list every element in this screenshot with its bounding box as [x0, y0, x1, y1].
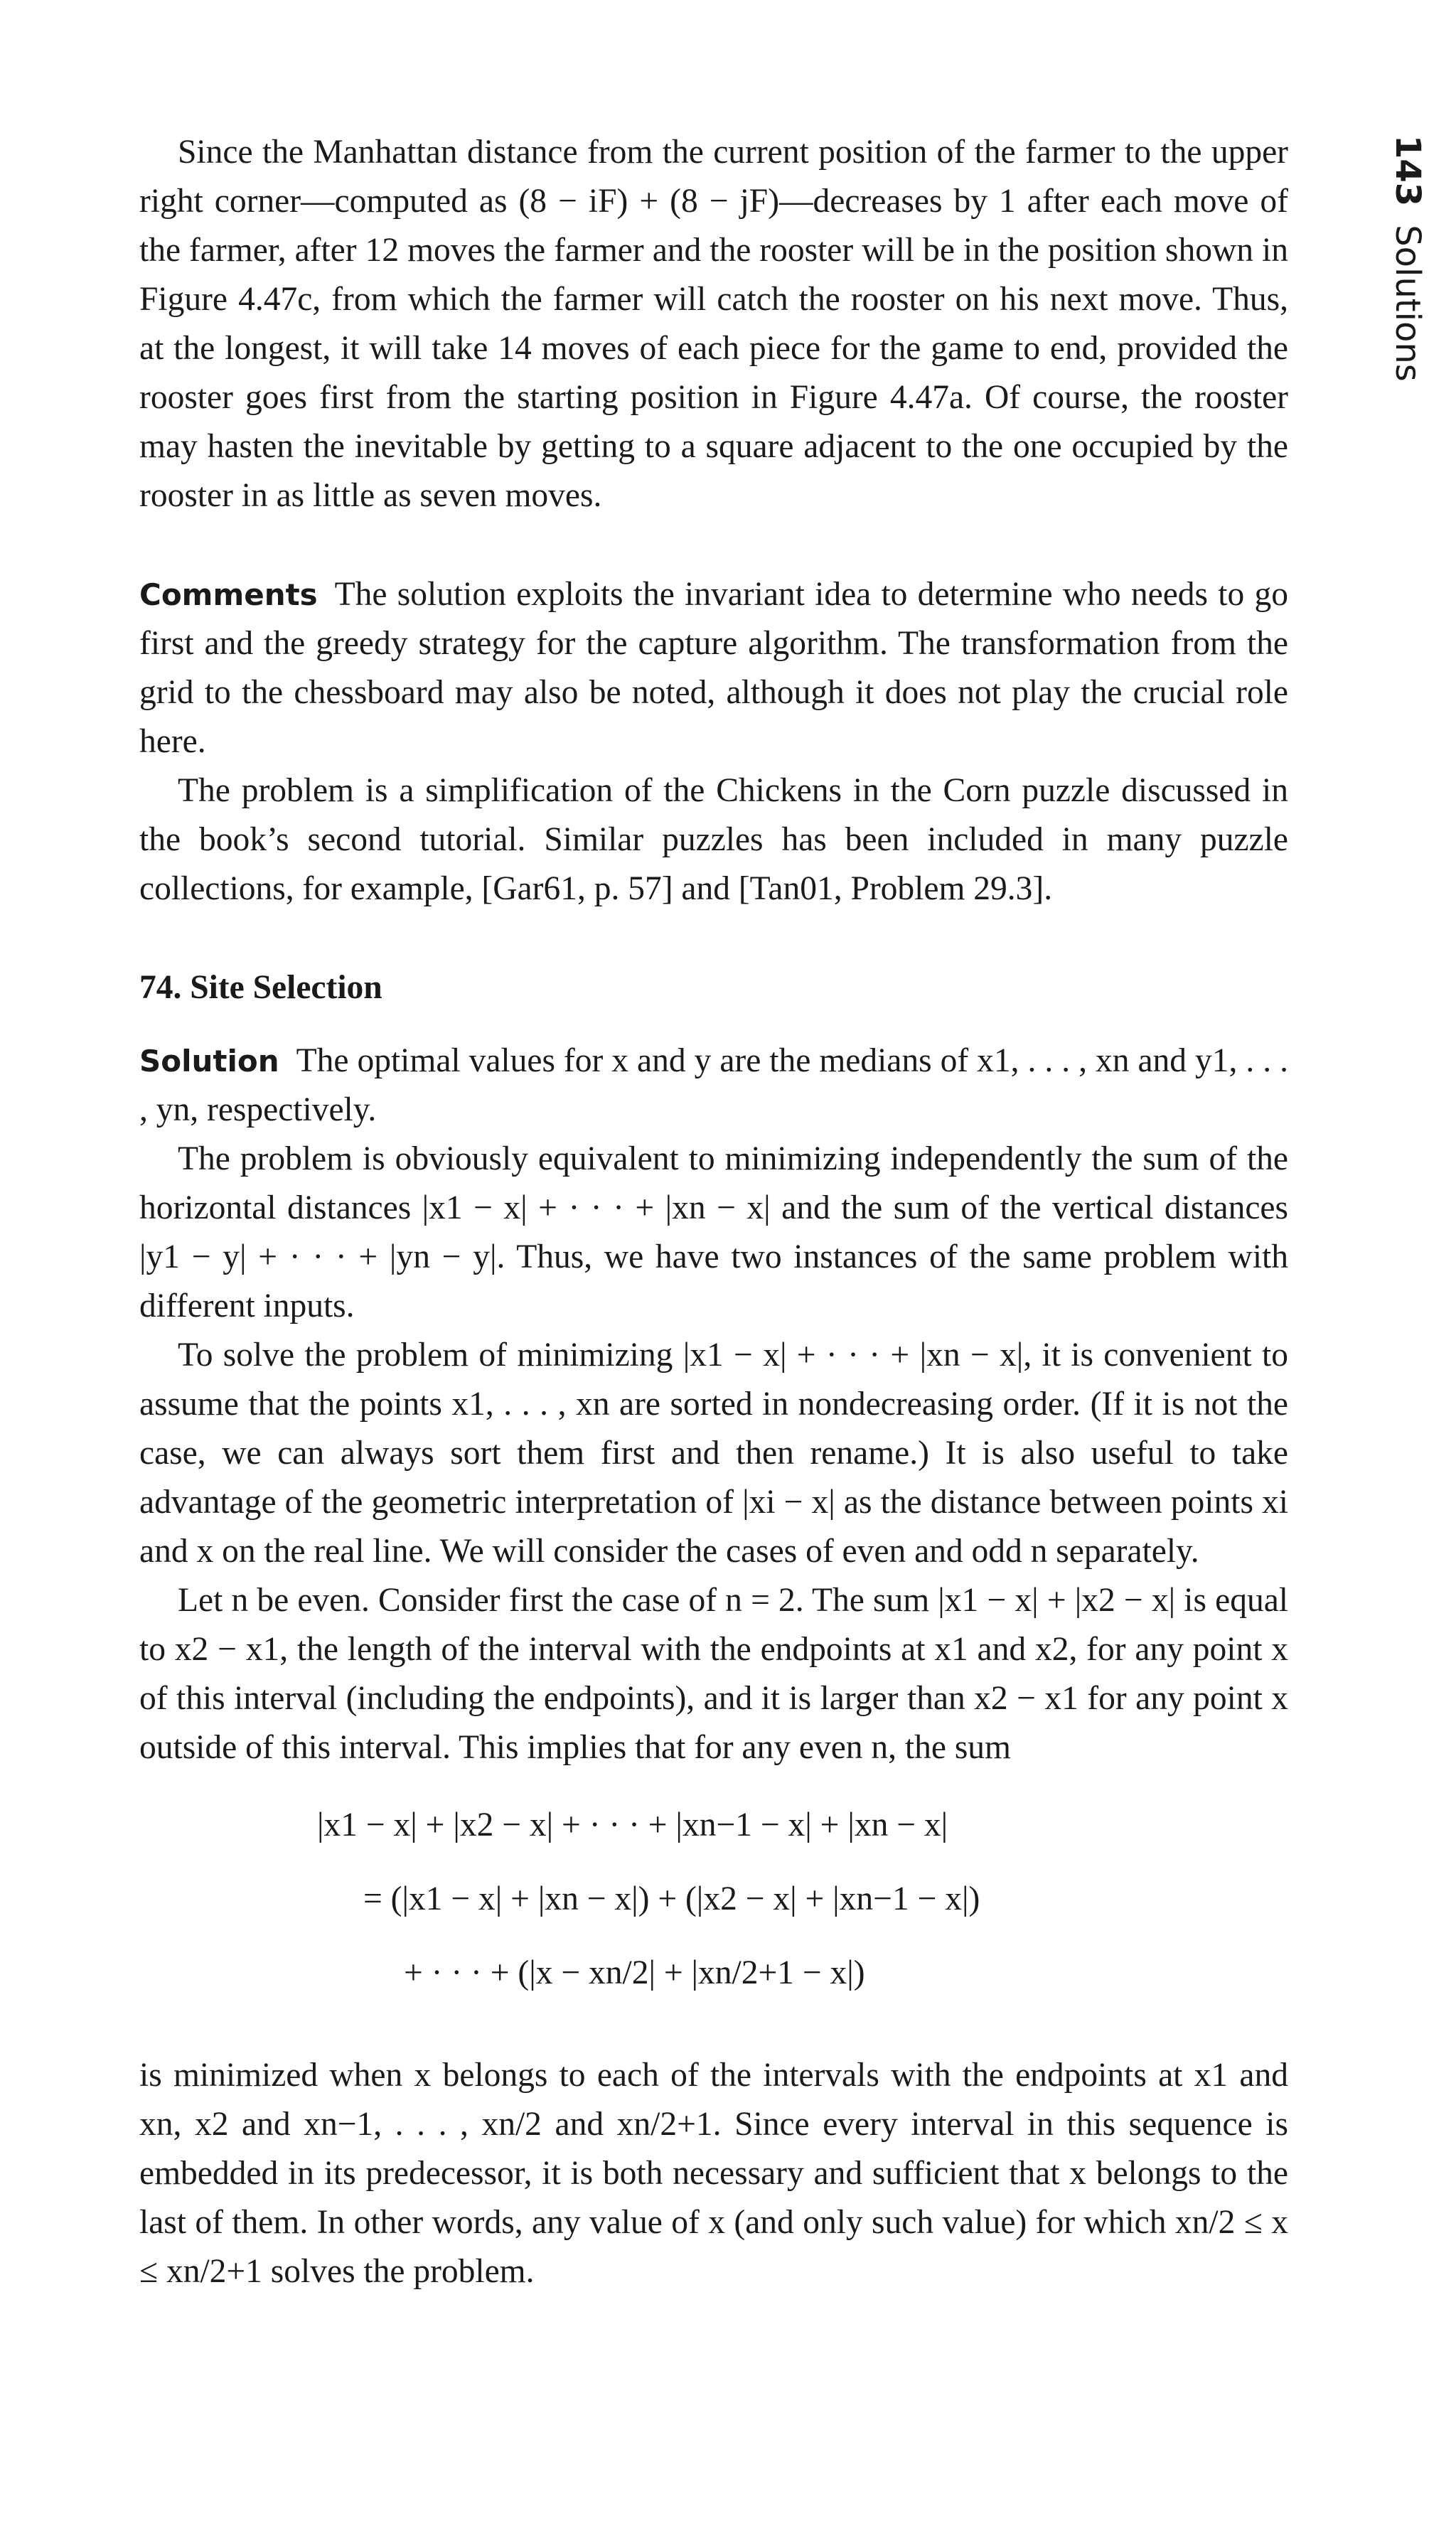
display-equation	[139, 1801, 1288, 2024]
paragraph-minimized-when: is minimized when x belongs to each of the intervals with the endpoints at x1 and xn, x2 and xn−1, . . . , xn/2 and xn/2+1. Since every interval in this sequence is embedded in its predecessor, it is both necessary and sufficient that x belongs to the last of them. In other words, any value of x (and only such value) for which xn/2 ≤ x ≤ xn/2+1 solves the problem.	[139, 2057, 1288, 2290]
paragraph-manhattan-distance: Since the Manhattan distance from the current position of the farmer to the upper right corner—computed as (8 − iF) + (8 − jF)—decreases by 1 after each move of the farmer, after 12 moves the farmer and the rooster will be in the position shown in Figure 4.47c, from which the farmer will catch the rooster on his next move. Thus, at the longest, it will take 14 moves of each piece for the game to end, provided the rooster goes first from the starting position in Figure 4.47a. Of course, the rooster may hasten the inevitable by getting to a square adjacent to the one occupied by the rooster in as little as seven moves.	[139, 134, 1288, 514]
comments-paragraph	[139, 570, 1288, 766]
running-head	[1337, 135, 1429, 382]
page-number: 143	[1388, 135, 1428, 207]
paragraph-equivalent-problem: The problem is obviously equivalent to minimizing independently the sum of the horizontal distances |x1 − x| + · · · + |xn − x| and the sum of the vertical distances |y1 − y| + · · · + |yn − y|. Thus, we have two instances of the same problem with different inputs.	[139, 1140, 1288, 1324]
running-head-section: Solutions	[1388, 225, 1428, 382]
paragraph-minimizing: To solve the problem of minimizing |x1 − x| + · · · + |xn − x|, it is convenient to assume that the points x1, . . . , xn are sorted in nondecreasing order. (If it is not the case, we can always sort them first and then rename.) It is also useful to take advantage of the geometric interpretation of |xi − x| as the distance between points xi and x on the real line. We will consider the cases of even and odd n separately.	[139, 1337, 1288, 1570]
equation-line-1: |x1 − x| + |x2 − x| + · · · + |xn−1 − x| + |xn − x|	[317, 1806, 948, 1843]
comments-text: The solution exploits the invariant idea to determine who needs to go first and the greedy strategy for the capture algorithm. The transformation from the grid to the chessboard may also be noted, although it does not play the crucial role here.	[139, 576, 1288, 760]
body-text	[139, 128, 1288, 2296]
solution-paragraph	[139, 1037, 1288, 1135]
solution-label: Solution	[139, 1044, 279, 1078]
equation-line-3: + · · · + (|x − xn/2| + |xn/2+1 − x|)	[404, 1954, 865, 1991]
solution-text: The optimal values for x and y are the medians of x1, . . . , xn and y1, . . . , yn, respectively.	[139, 1042, 1288, 1128]
equation-line-2: = (|x1 − x| + |xn − x|) + (|x2 − x| + |xn−1 − x|)	[363, 1880, 980, 1917]
paragraph-n-even: Let n be even. Consider first the case of n = 2. The sum |x1 − x| + |x2 − x| is equal to x2 − x1, the length of the interval with the endpoints at x1 and x2, for any point x of this interval (including the endpoints), and it is larger than x2 − x1 for any point x outside of this interval. This implies that for any even n, the sum	[139, 1582, 1288, 1766]
section-heading: 74. Site Selection	[139, 969, 382, 1006]
comments-label: Comments	[139, 577, 318, 612]
paragraph-chickens-in-the-corn: The problem is a simplification of the Chickens in the Corn puzzle discussed in the book’s second tutorial. Similar puzzles has been included in many puzzle collections, for example, [Gar61, p. 57] and [Tan01, Problem 29.3].	[139, 772, 1288, 907]
